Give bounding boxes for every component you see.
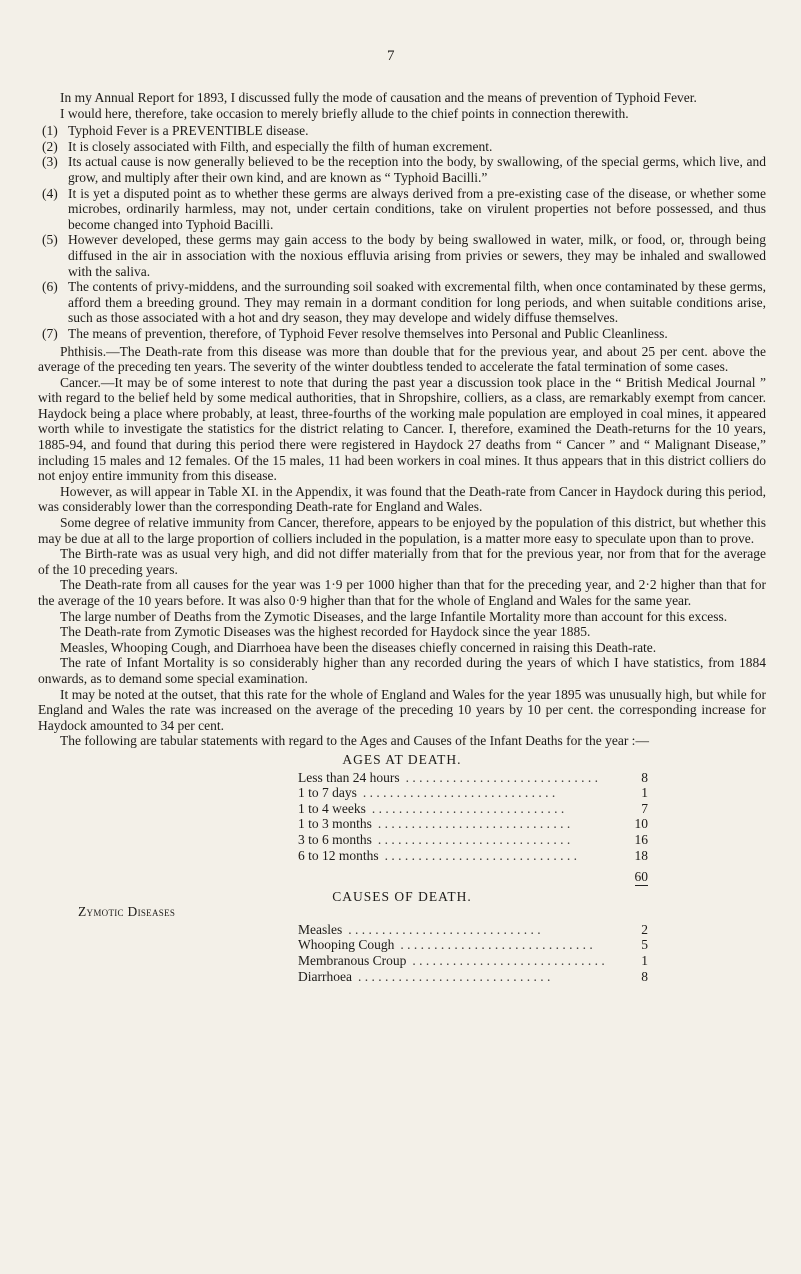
table-row: Membranous Croup . . . . . . . . . . . . . . . . . . . . . . . . . . . . . 1 — [298, 953, 648, 969]
table-row: Diarrhoea . . . . . . . . . . . . . . . . . . . . . . . . . . . . . 8 — [298, 968, 648, 984]
death-rate-paragraph: The Death-rate from all causes for the year was 1·9 per 1000 higher than that for the preceding year, and 2·2 higher than that for the average of the 10 years before. It was also 0·9 higher than that for the whole of England and Wales for the same year. — [38, 577, 766, 608]
table-row: Less than 24 hours . . . . . . . . . . . . . . . . . . . . . . . . . . . . . 8 — [298, 769, 648, 785]
row-value: 8 — [641, 968, 648, 984]
report-body — [38, 90, 766, 984]
zymotic-rate-paragraph: The Death-rate from Zymotic Diseases was the highest recorded for Haydock since the year 1885. — [60, 624, 591, 640]
list-number: (7) — [42, 325, 58, 341]
england-wales-paragraph: It may be noted at the outset, that this rate for the whole of England and Wales for the year 1895 was unusually high, but while for England and Wales the rate was increased on the average of the preceding 10 years by 10 per cent. the corresponding increase for Haydock amounted to 34 per cent. — [38, 686, 766, 733]
row-value: 8 — [641, 769, 648, 785]
list-number: (1) — [42, 123, 58, 139]
row-label: Membranous Croup — [298, 953, 407, 969]
list-text: However developed, these germs may gain access to the body by being swallowed in water, milk, or food, or, through being diffused in the air in association with the noxious effluvia arising from privies or sewers, they may be inhaled and swallowed with the saliva. — [68, 232, 766, 279]
list-item — [38, 123, 766, 139]
table-row: 1 to 3 months . . . . . . . . . . . . . . . . . . . . . . . . . . . . . 10 — [298, 816, 648, 832]
table-row: Whooping Cough . . . . . . . . . . . . . . . . . . . . . . . . . . . . . 5 — [298, 937, 648, 953]
list-text: The contents of privy-middens, and the surrounding soil soaked with excremental filth, when once contaminated by these germs, afford them a breeding ground. They may remain in a dormant condition for long periods, and when suitable conditions arise, such as those associated with a hot and dry season, they may develope and widely diffuse themselves. — [68, 279, 766, 326]
table-row: 1 to 4 weeks . . . . . . . . . . . . . . . . . . . . . . . . . . . . . 7 — [298, 800, 648, 816]
intro-paragraph-1: In my Annual Report for 1893, I discussed fully the mode of causation and the means of prevention of Typhoid Fever. — [60, 90, 697, 105]
list-number: (2) — [42, 138, 58, 154]
row-label: Less than 24 hours — [298, 769, 400, 785]
list-item — [38, 139, 766, 155]
list-number: (3) — [42, 154, 58, 170]
causes-table-heading: CAUSES OF DEATH. — [332, 888, 472, 904]
row-label: 6 to 12 months — [298, 847, 379, 863]
row-value: 7 — [641, 800, 648, 816]
table-row: 1 to 7 days . . . . . . . . . . . . . . . . . . . . . . . . . . . . . 1 — [298, 785, 648, 801]
row-label: 1 to 4 weeks — [298, 800, 366, 816]
ages-table-heading: AGES AT DEATH. — [342, 751, 462, 767]
row-label: 1 to 7 days — [298, 785, 357, 801]
row-label: Whooping Cough — [298, 937, 395, 953]
tabular-intro-paragraph: The following are tabular statements with regard to the Ages and Causes of the Infant Deaths for the year :— — [60, 733, 649, 749]
table-row: Measles . . . . . . . . . . . . . . . . . . . . . . . . . . . . . 2 — [298, 921, 648, 937]
causes-table — [298, 922, 648, 984]
intro-paragraph-2: I would here, therefore, take occasion to merely briefly allude to the chief points in connection therewith. — [60, 105, 629, 121]
row-label: Measles — [298, 921, 343, 937]
row-label: Diarrhoea — [298, 968, 352, 984]
list-item — [38, 279, 766, 326]
list-text: Typhoid Fever is a PREVENTIBLE disease. — [68, 123, 309, 139]
measles-paragraph: Measles, Whooping Cough, and Diarrhoea have been the diseases chiefly concerned in raising this Death-rate. — [60, 639, 657, 655]
row-value: 10 — [634, 816, 648, 832]
zymotic-deaths-paragraph: The large number of Deaths from the Zymotic Diseases, and the large Infantile Mortality more than account for this excess. — [60, 608, 728, 624]
ages-total — [298, 869, 648, 886]
list-item — [38, 186, 766, 233]
row-value: 18 — [634, 847, 648, 863]
list-text: It is closely associated with Filth, and especially the filth of human excrement. — [68, 138, 493, 154]
causes-group-label: Zymotic Diseases — [78, 904, 176, 920]
list-number: (5) — [42, 232, 58, 248]
cancer-immunity-paragraph: Some degree of relative immunity from Cancer, therefore, appears to be enjoyed by the population of this district, but whether this may be due at all to the large proportion of colliers included in the population, is a matter more easy to speculate upon than to prove. — [38, 515, 766, 546]
list-text: The means of prevention, therefore, of Typhoid Fever resolve themselves into Personal and Public Cleanliness. — [68, 325, 668, 341]
row-value: 1 — [641, 785, 648, 801]
list-item — [38, 326, 766, 342]
row-label: 3 to 6 months — [298, 831, 372, 847]
table-row: 6 to 12 months . . . . . . . . . . . . . . . . . . . . . . . . . . . . . 18 — [298, 847, 648, 863]
table-row: 3 to 6 months . . . . . . . . . . . . . . . . . . . . . . . . . . . . . 16 — [298, 831, 648, 847]
row-value: 5 — [641, 937, 648, 953]
phthisis-paragraph: Phthisis.—The Death-rate from this disease was more than double that for the previous year, and about 25 per cent. above the average of the preceding ten years. The severity of the winter doubtless tended to accelerate the fatal termination of some cases. — [38, 343, 766, 375]
row-value: 16 — [634, 831, 648, 847]
page-number: 7 — [387, 48, 395, 64]
list-number: (4) — [42, 185, 58, 201]
list-number: (6) — [42, 279, 58, 295]
birth-rate-paragraph: The Birth-rate was as usual very high, and did not differ materially from that for the previous year, nor from that for the average of the 10 preceding years. — [38, 546, 766, 577]
infant-mortality-paragraph: The rate of Infant Mortality is so considerably higher than any recorded during the years of which I have statistics, from 1884 onwards, as to demand some special examination. — [38, 655, 766, 686]
typhoid-points-list — [38, 123, 766, 341]
row-label: 1 to 3 months — [298, 816, 372, 832]
list-item — [38, 154, 766, 185]
total-value: 60 — [634, 869, 648, 885]
list-item — [38, 232, 766, 279]
list-text: It is yet a disputed point as to whether these germs are always derived from a pre-existing case of the disease, or whether some microbes, ordinarily harmless, may not, under certain conditions, take on virulent properties not before possessed, and thus become changed into Typhoid Bacilli. — [68, 185, 766, 232]
cancer-paragraph: Cancer.—It may be of some interest to note that during the past year a discussion took place in the “ British Medical Journal ” with regard to the belief held by some medical authorities, that in Shropshire, colliers, as a class, are remarkably exempt from cancer. Haydock being a place where probably, at least, three-fourths of the working male population are employed in coal mines, it appeared worth while to investigate the statistics for the district relating to Cancer. I, therefore, examined the Death-returns for the 10 years, 1885-94, and found that during this period there were registered in Haydock 27 deaths from “ Cancer ” and “ Malignant Disease,” including 15 males and 12 females. Of the 15 males, 11 had been workers in coal mines. It thus appears that in this district colliers do not enjoy entire immunity from this disease. — [38, 374, 766, 484]
ages-table — [298, 770, 648, 886]
row-value: 1 — [641, 953, 648, 969]
list-text: Its actual cause is now generally believed to be the reception into the body, by swallowing, of the special germs, which live, and grow, and multiply after their own kind, and are known as “ Typhoid Bacilli.” — [68, 154, 766, 185]
cancer-table-paragraph: However, as will appear in Table XI. in the Appendix, it was found that the Death-rate from Cancer in Haydock during this period, was considerably lower than the corresponding Death-rate for England and Wales. — [38, 483, 766, 515]
row-value: 2 — [641, 921, 648, 937]
